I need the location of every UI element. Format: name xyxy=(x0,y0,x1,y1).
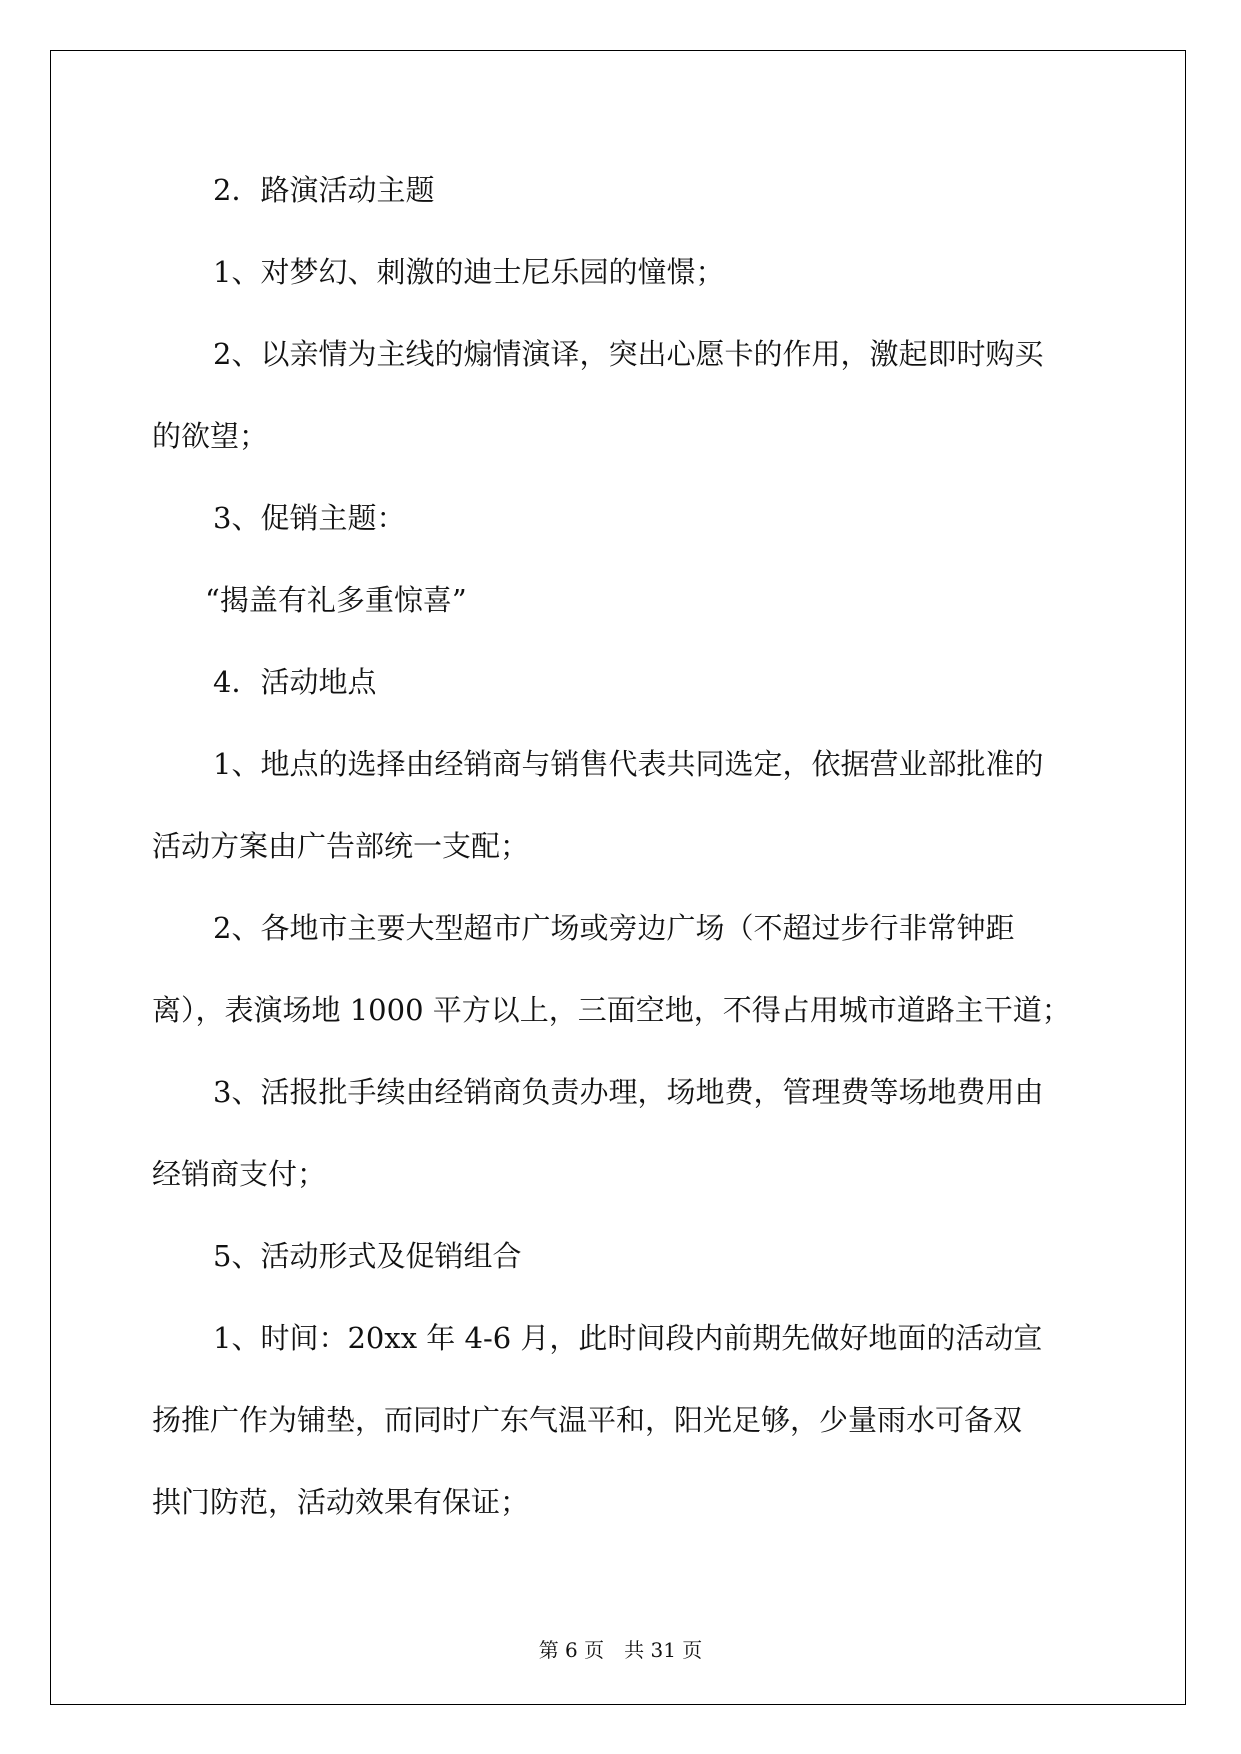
paragraph-line: 3、促销主题： xyxy=(213,501,406,535)
paragraph-line: 2、以亲情为主线的煽情演译，突出心愿卡的作用，激起即时购买 xyxy=(213,337,1044,371)
current-page-number: 第 6 页 xyxy=(538,1638,605,1662)
paragraph-line: 拱门防范，活动效果有保证； xyxy=(152,1485,530,1519)
paragraph-line: 1、对梦幻、刺激的迪士尼乐园的憧憬； xyxy=(213,255,725,289)
paragraph-line: 活动方案由广告部统一支配； xyxy=(152,829,530,863)
paragraph-line: 离），表演场地 1000 平方以上，三面空地，不得占用城市道路主干道； xyxy=(152,993,1071,1027)
paragraph-line: 3、活报批手续由经销商负责办理，场地费，管理费等场地费用由 xyxy=(213,1075,1044,1109)
section-heading-theme: 2．路演活动主题 xyxy=(213,173,435,207)
total-page-count: 共 31 页 xyxy=(624,1638,703,1662)
page-border xyxy=(50,50,1186,1705)
paragraph-line: 的欲望； xyxy=(152,419,269,453)
section-heading-location: 4．活动地点 xyxy=(213,665,377,699)
paragraph-line: 1、时间：20xx 年 4-6 月，此时间段内前期先做好地面的活动宣 xyxy=(213,1321,1043,1355)
promo-slogan: “揭盖有礼多重惊喜” xyxy=(205,583,467,617)
section-heading-format: 5、活动形式及促销组合 xyxy=(213,1239,522,1273)
paragraph-line: 扬推广作为铺垫，而同时广东气温平和，阳光足够，少量雨水可备双 xyxy=(152,1403,1023,1437)
paragraph-line: 1、地点的选择由经销商与销售代表共同选定，依据营业部批准的 xyxy=(213,747,1044,781)
paragraph-line: 经销商支付； xyxy=(152,1157,327,1191)
paragraph-line: 2、各地市主要大型超市广场或旁边广场（不超过步行非常钟距 xyxy=(213,911,1015,945)
page-footer xyxy=(0,1638,1241,1662)
